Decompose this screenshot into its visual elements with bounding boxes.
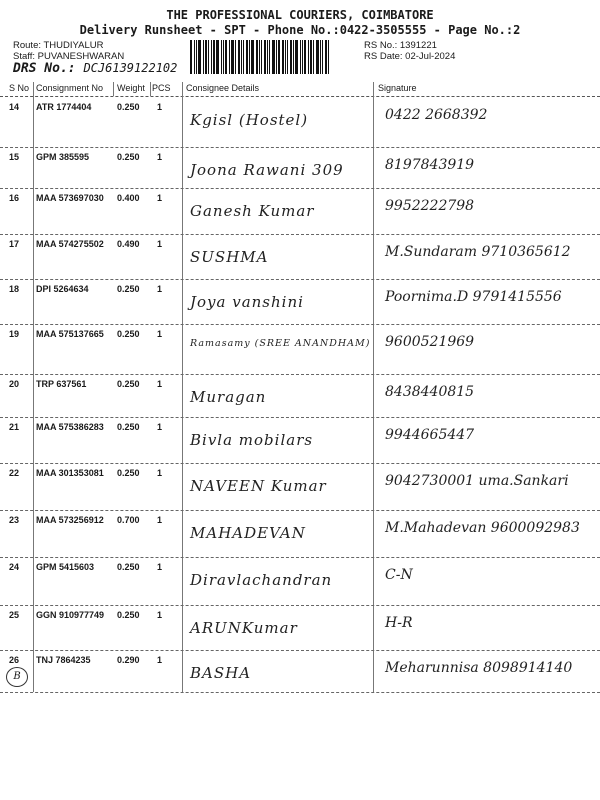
row-consignee: NAVEEN Kumar (190, 477, 327, 495)
barcode-bar (261, 40, 262, 74)
barcode-bar (290, 40, 292, 74)
row-sno: 24 (9, 562, 20, 572)
row-signature: 9600521969 (385, 334, 475, 350)
barcode-bar (256, 40, 258, 74)
barcode-bar (243, 40, 244, 74)
row-consignment-no: ATR 1774404 (36, 102, 92, 112)
row-sno: 25 (9, 610, 20, 620)
row-weight: 0.250 (117, 152, 140, 162)
table-row (0, 650, 600, 693)
divider (113, 82, 114, 96)
row-weight: 0.290 (117, 655, 140, 665)
row-consignee: MAHADEVAN (190, 524, 306, 542)
row-consignment-no: MAA 573697030 (36, 193, 104, 203)
row-consignee: Bivla mobilars (190, 431, 314, 449)
col-consignment: Consignment No (36, 83, 104, 93)
barcode-bar (259, 40, 260, 74)
col-signature: Signature (378, 83, 417, 93)
barcode-bar (235, 40, 236, 74)
row-consignee: Diravlachandran (190, 571, 333, 589)
row-pcs: 1 (157, 655, 163, 665)
row-weight: 0.700 (117, 515, 140, 525)
footer-mark: B (6, 667, 28, 687)
row-signature: Poornima.D 9791415556 (385, 289, 562, 305)
barcode-bar (310, 40, 312, 74)
col-sno: S No (9, 83, 30, 93)
barcode-bar (272, 40, 275, 74)
row-sno: 19 (9, 329, 20, 339)
row-weight: 0.490 (117, 239, 140, 249)
barcode-bar (285, 40, 286, 74)
table-row (0, 279, 600, 325)
barcode-bar (221, 40, 222, 74)
barcode-bar (322, 40, 323, 74)
row-signature: H-R (385, 615, 413, 631)
row-sno: 16 (9, 193, 20, 203)
barcode-bar (241, 40, 242, 74)
row-consignee: ARUNKumar (190, 619, 298, 637)
row-weight: 0.250 (117, 329, 140, 339)
drs-number (13, 61, 177, 76)
row-weight: 0.250 (117, 468, 140, 478)
barcode-bar (213, 40, 215, 74)
barcode-bar (203, 40, 204, 74)
row-consignment-no: TNJ 7864235 (36, 655, 91, 665)
table-row (0, 97, 600, 148)
row-signature: 9042730001 uma.Sankari (385, 473, 569, 489)
row-sno: 15 (9, 152, 20, 162)
row-signature: 9944665447 (385, 427, 475, 443)
row-weight: 0.400 (117, 193, 140, 203)
staff-label: Staff: PUVANESHWARAN (13, 51, 125, 62)
divider (150, 82, 151, 96)
runsheet-subtitle: Delivery Runsheet - SPT - Phone No.:0422-3505555 - Page No.:2 (79, 23, 521, 37)
row-consignment-no: MAA 573256912 (36, 515, 104, 525)
barcode-bar (316, 40, 319, 74)
barcode-bar (249, 40, 250, 74)
row-sno: 20 (9, 379, 20, 389)
barcode-bar (308, 40, 309, 74)
row-pcs: 1 (157, 193, 163, 203)
barcode-bar (287, 40, 288, 74)
row-pcs: 1 (157, 284, 163, 294)
row-pcs: 1 (157, 239, 163, 249)
row-consignment-no: MAA 575137665 (36, 329, 104, 339)
row-consignment-no: GGN 910977749 (36, 610, 105, 620)
row-weight: 0.250 (117, 379, 140, 389)
barcode-bar (231, 40, 234, 74)
rs-number: RS No.: 1391221 (364, 40, 437, 51)
table-row (0, 188, 600, 235)
row-consignee: BASHA (190, 664, 252, 682)
drs-value: DCJ6139122102 (83, 61, 178, 75)
barcode-bar (328, 40, 329, 74)
row-pcs: 1 (157, 515, 163, 525)
column-header-row (0, 82, 600, 97)
row-pcs: 1 (157, 329, 163, 339)
barcode-bar (278, 40, 280, 74)
barcode-bar (313, 40, 314, 74)
row-consignee: Joya vanshini (190, 293, 304, 311)
row-pcs: 1 (157, 379, 163, 389)
table-row (0, 463, 600, 511)
row-weight: 0.250 (117, 102, 140, 112)
barcode-bar (225, 40, 227, 74)
row-signature: 0422 2668392 (385, 107, 488, 123)
col-consignee: Consignee Details (186, 83, 260, 93)
barcode-bar (295, 40, 298, 74)
barcode-bar (304, 40, 306, 74)
barcode-bar (238, 40, 240, 74)
barcode-bar (190, 40, 192, 74)
row-sno: 17 (9, 239, 20, 249)
barcode-bar (264, 40, 266, 74)
barcode-bar (293, 40, 294, 74)
row-consignment-no: MAA 301353081 (36, 468, 104, 478)
table-row (0, 605, 600, 651)
barcode-bar (267, 40, 268, 74)
row-consignment-no: GPM 385595 (36, 152, 90, 162)
row-sno: 14 (9, 102, 20, 112)
row-signature: C-N (385, 567, 413, 583)
row-consignee: SUSHMA (190, 248, 269, 266)
row-signature: 8438440815 (385, 384, 475, 400)
route-label: Route: THUDIYALUR (13, 40, 104, 51)
row-pcs: 1 (157, 610, 163, 620)
row-sno: 18 (9, 284, 20, 294)
table-row (0, 324, 600, 375)
row-pcs: 1 (157, 422, 163, 432)
barcode-bar (194, 40, 195, 74)
barcode-bar (216, 40, 219, 74)
row-pcs: 1 (157, 152, 163, 162)
row-signature: 8197843919 (385, 157, 475, 173)
row-consignment-no: TRP 637561 (36, 379, 87, 389)
row-weight: 0.250 (117, 284, 140, 294)
table-row (0, 557, 600, 606)
row-pcs: 1 (157, 562, 163, 572)
barcode-bar (223, 40, 224, 74)
row-consignee: Joona Rawani 309 (190, 161, 344, 179)
barcode-bar (205, 40, 207, 74)
table-row (0, 234, 600, 280)
barcode-bar (251, 40, 254, 74)
row-weight: 0.250 (117, 610, 140, 620)
row-consignee: Ramasamy (SREE ANANDHAM) (190, 338, 371, 349)
barcode-bar (302, 40, 303, 74)
row-weight: 0.250 (117, 422, 140, 432)
barcode-bar (320, 40, 321, 74)
row-consignment-no: GPM 5415603 (36, 562, 95, 572)
table-row (0, 417, 600, 464)
col-weight: Weight (117, 83, 145, 93)
row-weight: 0.250 (117, 562, 140, 572)
barcode-bar (269, 40, 270, 74)
row-pcs: 1 (157, 468, 163, 478)
row-signature: M.Mahadevan 9600092983 (385, 520, 580, 536)
barcode-bar (246, 40, 248, 74)
row-signature: 9952222798 (385, 198, 475, 214)
barcode-bar (208, 40, 209, 74)
row-sno: 23 (9, 515, 20, 525)
barcode-bar (300, 40, 301, 74)
row-signature: M.Sundaram 9710365612 (385, 244, 571, 260)
barcode-bar (282, 40, 284, 74)
rs-date: RS Date: 02-Jul-2024 (364, 51, 456, 62)
table-row (0, 374, 600, 418)
barcode-bar (196, 40, 197, 74)
barcode-bar (229, 40, 230, 74)
barcode-bar (211, 40, 212, 74)
drs-label: DRS No.: (13, 61, 76, 76)
col-pcs: PCS (152, 83, 171, 93)
table-row (0, 147, 600, 189)
barcode-bar (325, 40, 327, 74)
row-consignee: Ganesh Kumar (190, 202, 315, 220)
row-consignee: Kgisl (Hostel) (190, 111, 309, 129)
row-sno: 22 (9, 468, 20, 478)
barcode-bar (198, 40, 201, 74)
runsheet-title: THE PROFESSIONAL COURIERS, COIMBATORE (166, 8, 434, 22)
table-row (0, 510, 600, 558)
barcode-bar (276, 40, 277, 74)
row-consignee: Muragan (190, 388, 267, 406)
row-consignment-no: MAA 575386283 (36, 422, 104, 432)
row-consignment-no: DPI 5264634 (36, 284, 89, 294)
row-pcs: 1 (157, 102, 163, 112)
row-consignment-no: MAA 574275502 (36, 239, 104, 249)
barcode (190, 40, 360, 74)
row-sno: 21 (9, 422, 20, 432)
row-sno: 26 (9, 655, 20, 665)
row-signature: Meharunnisa 8098914140 (385, 660, 573, 676)
